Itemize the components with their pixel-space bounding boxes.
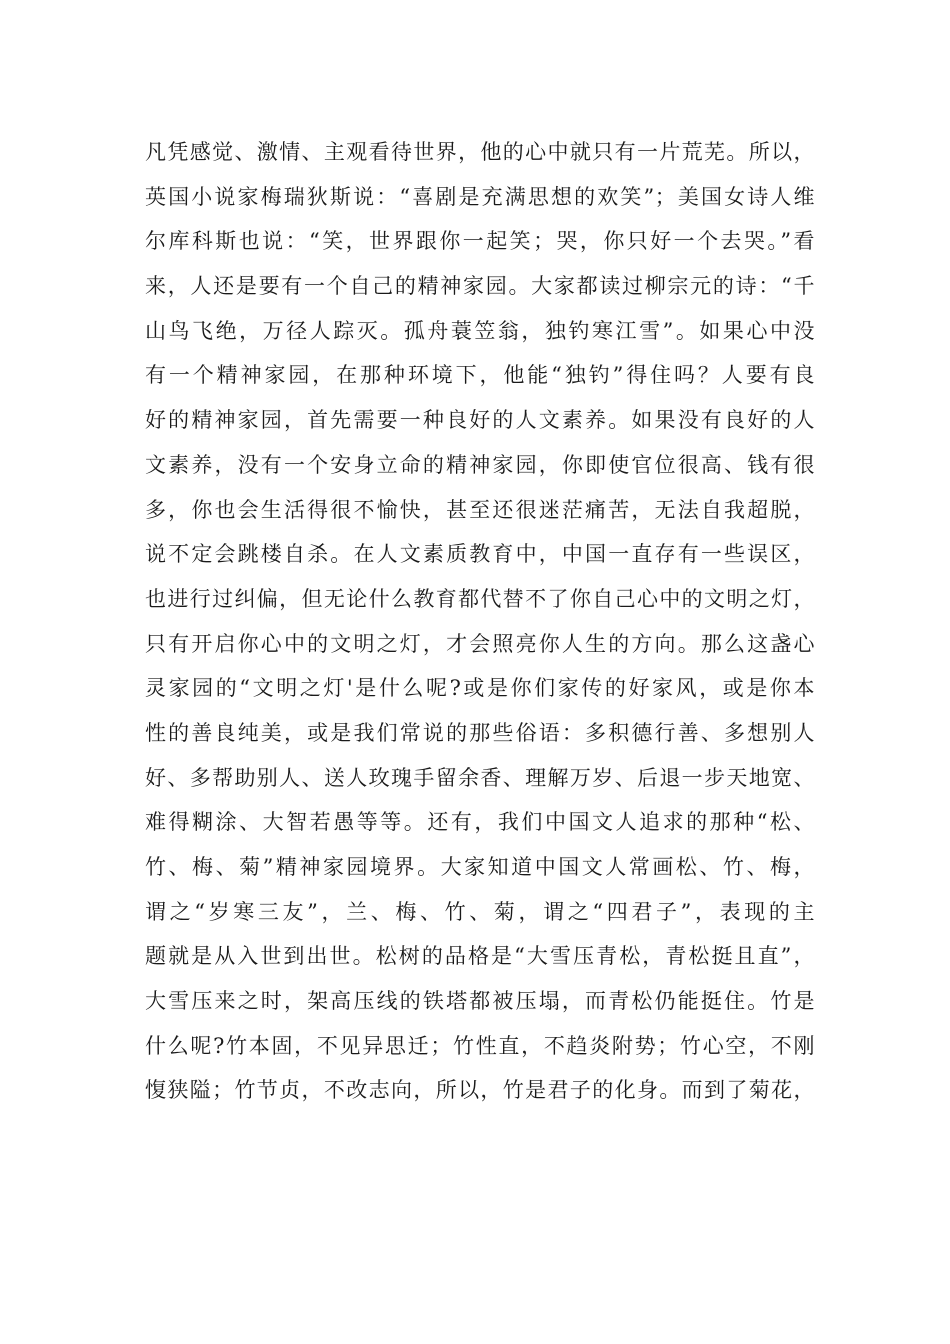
text-line: 英国小说家梅瑞狄斯说：“喜剧是充满思想的欢笑”；美国女诗人维 — [145, 184, 815, 209]
text-line: 有一个精神家园，在那种环境下，他能“独钓”得住吗？人要有良 — [145, 363, 815, 388]
text-line: 大雪压来之时，架高压线的铁塔都被压塌，而青松仍能挺住。竹是 — [145, 989, 815, 1014]
text-line: 灵家园的“文明之灯'是什么呢?或是你们家传的好家风，或是你本 — [145, 676, 815, 701]
text-line: 山鸟飞绝，万径人踪灭。孤舟蓑笠翁，独钓寒江雪”。如果心中没 — [145, 318, 815, 343]
text-line: 好、多帮助别人、送人玫瑰手留余香、理解万岁、后退一步天地宽、 — [145, 765, 815, 790]
text-line: 只有开启你心中的文明之灯，才会照亮你人生的方向。那么这盏心 — [145, 631, 815, 656]
text-line: 凡凭感觉、激情、主观看待世界，他的心中就只有一片荒芜。所以， — [145, 140, 815, 164]
text-line: 谓之“岁寒三友”，兰、梅、竹、菊，谓之“四君子”，表现的主 — [145, 899, 815, 924]
text-line: 好的精神家园，首先需要一种良好的人文素养。如果没有良好的人 — [145, 408, 815, 433]
text-line: 也进行过纠偏，但无论什么教育都代替不了你自己心中的文明之灯， — [145, 586, 815, 611]
text-line: 难得糊涂、大智若愚等等。还有，我们中国文人追求的那种“松、 — [145, 810, 815, 835]
text-line: 愎狭隘；竹节贞，不改志向，所以，竹是君子的化身。而到了菊花， — [145, 1078, 815, 1103]
text-line: 来，人还是要有一个自己的精神家园。大家都读过柳宗元的诗：“千 — [145, 274, 815, 299]
text-line: 文素养，没有一个安身立命的精神家园，你即使官位很高、钱有很 — [145, 452, 815, 477]
text-line: 竹、梅、菊”精神家园境界。大家知道中国文人常画松、竹、梅， — [145, 855, 815, 879]
text-line: 尔库科斯也说：“笑，世界跟你一起笑；哭，你只好一个去哭。”看 — [145, 229, 815, 254]
text-line: 什么呢?竹本固，不见异思迁；竹性直，不趋炎附势；竹心空，不刚 — [145, 1033, 815, 1058]
text-line: 多，你也会生活得很不愉快，甚至还很迷茫痛苦，无法自我超脱， — [145, 497, 815, 522]
text-line: 题就是从入世到出世。松树的品格是“大雪压青松，青松挺且直”， — [145, 944, 815, 969]
text-line: 性的善良纯美，或是我们常说的那些俗语：多积德行善、多想别人 — [145, 720, 815, 745]
body-text — [145, 130, 815, 1113]
text-line: 说不定会跳楼自杀。在人文素质教育中，中国一直存有一些误区， — [145, 542, 815, 567]
